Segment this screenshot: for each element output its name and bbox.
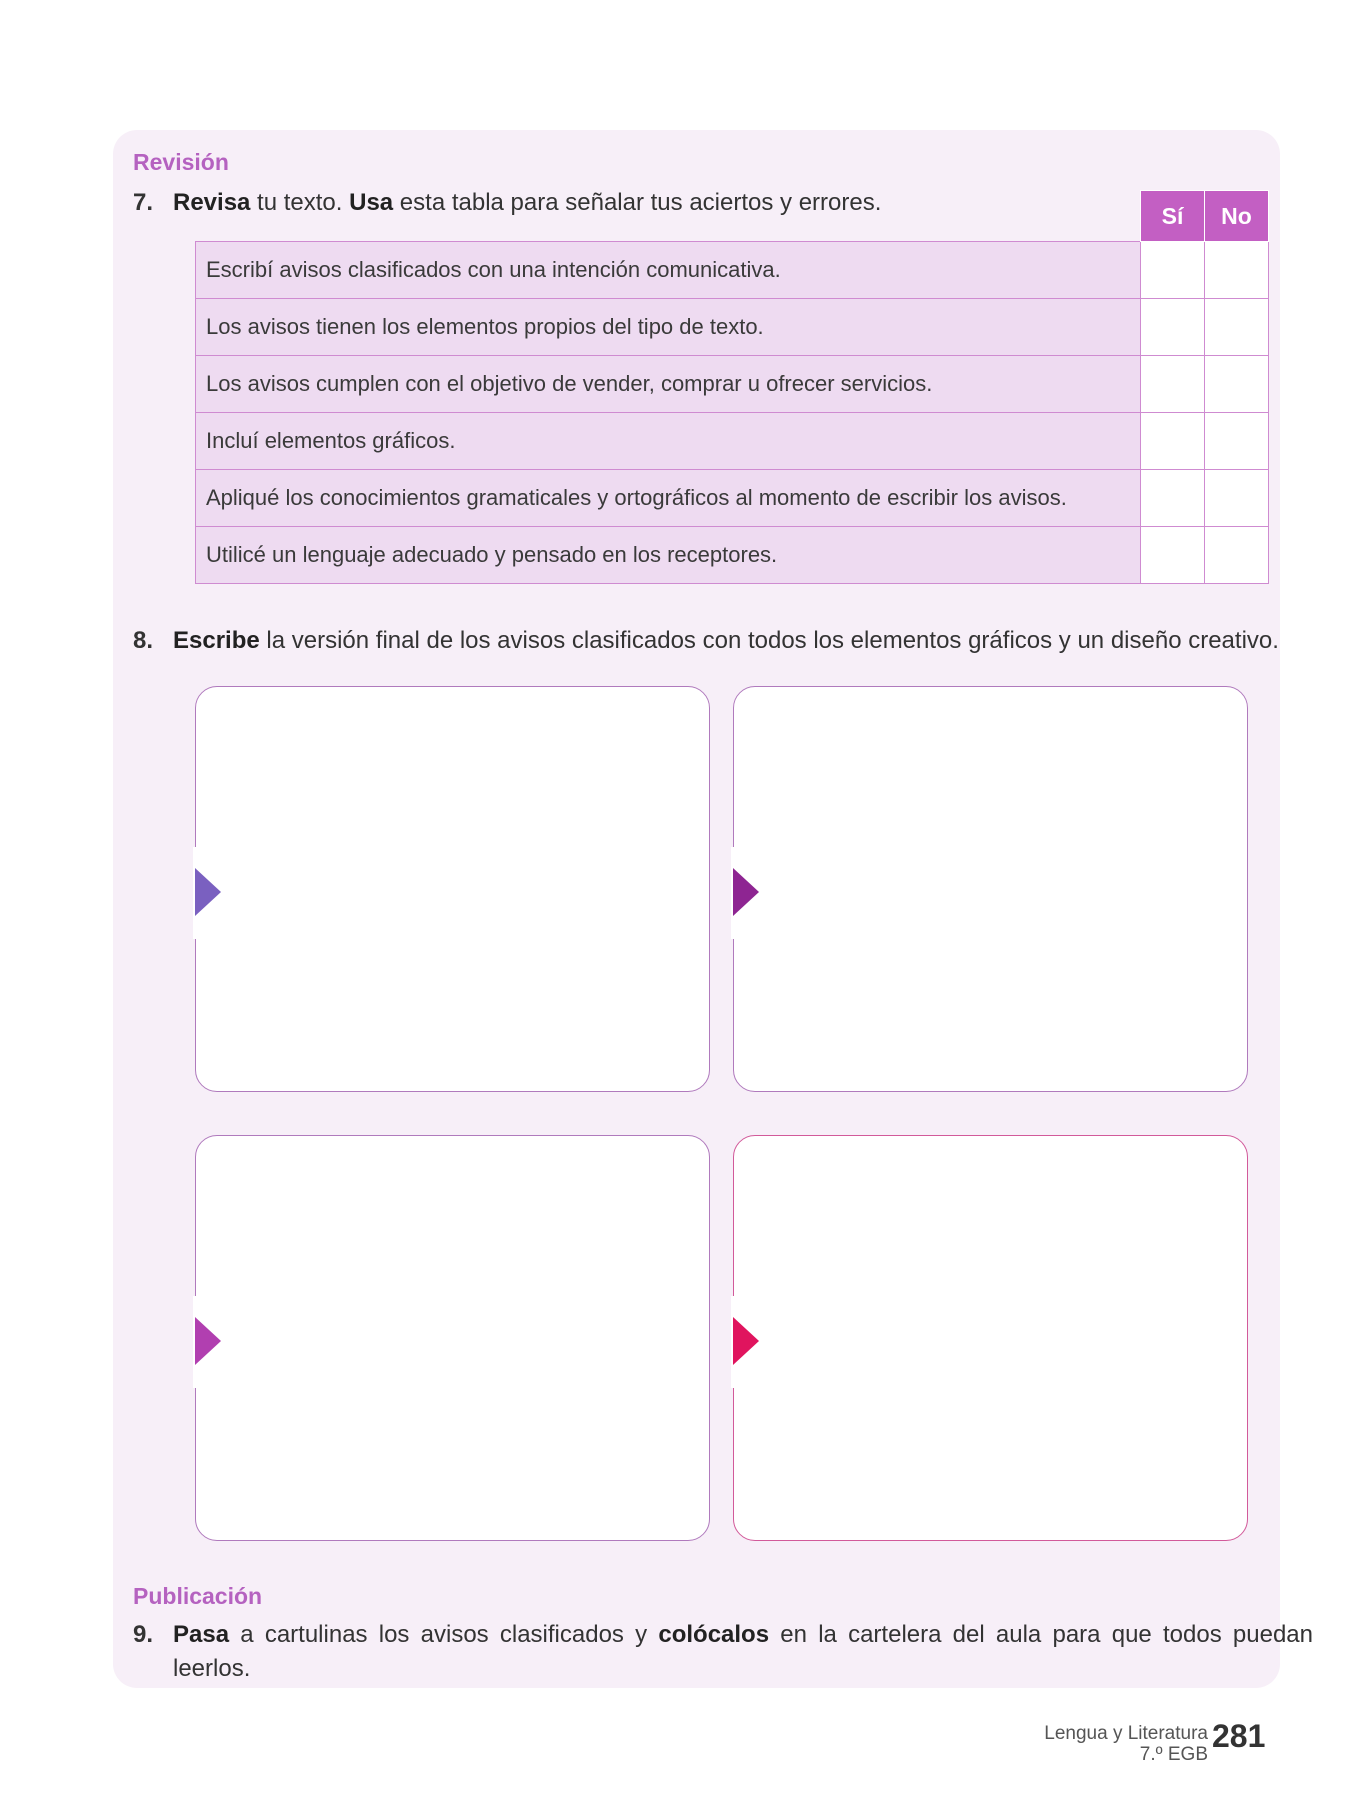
question-8-text: la versión final de los avisos clasificados con todos los elementos gráficos y un diseño creativo. <box>259 627 1279 654</box>
criterion-text: Utilicé un lenguaje adecuado y pensado en los receptores. <box>196 527 1141 584</box>
question-7-verb-2: Usa <box>349 189 394 216</box>
checkbox-yes[interactable] <box>1141 356 1205 413</box>
triangle-marker-icon <box>733 868 759 916</box>
question-8-verb: Escribe <box>173 627 260 654</box>
triangle-marker-icon <box>195 868 221 916</box>
question-8-number: 8. <box>133 627 154 654</box>
criterion-text: Escribí avisos clasificados con una intención comunicativa. <box>196 242 1141 299</box>
question-9-verb-2: colócalos <box>658 1621 770 1648</box>
checkbox-no[interactable] <box>1205 527 1269 584</box>
triangle-marker-icon <box>195 1317 221 1365</box>
table-row <box>196 356 1269 413</box>
table-row <box>196 242 1269 299</box>
criterion-text: Apliqué los conocimientos gramaticales y ortográficos al momento de escribir los avisos. <box>196 470 1141 527</box>
question-9-number: 9. <box>133 1621 154 1648</box>
checkbox-yes[interactable] <box>1141 470 1205 527</box>
checkbox-yes[interactable] <box>1141 242 1205 299</box>
checkbox-yes[interactable] <box>1141 299 1205 356</box>
writing-frame-3[interactable] <box>195 1135 710 1541</box>
table-row <box>196 299 1269 356</box>
review-checklist-table <box>195 190 1269 584</box>
criterion-text: Los avisos cumplen con el objetivo de vender, comprar u ofrecer servicios. <box>196 356 1141 413</box>
checkbox-no[interactable] <box>1205 299 1269 356</box>
table-row <box>196 470 1269 527</box>
writing-frame-2[interactable] <box>733 686 1248 1092</box>
checkbox-yes[interactable] <box>1141 413 1205 470</box>
footer-grade: 7.º EGB <box>1139 1744 1208 1765</box>
checkbox-no[interactable] <box>1205 242 1269 299</box>
section-title-publicacion: Publicación <box>133 1583 263 1609</box>
writing-frame-1[interactable] <box>195 686 710 1092</box>
question-7-number: 7. <box>133 189 154 216</box>
footer-subject: Lengua y Literatura <box>1044 1723 1208 1744</box>
section-title-revision: Revisión <box>133 149 229 175</box>
checkbox-no[interactable] <box>1205 413 1269 470</box>
page-number: 281 <box>1212 1718 1266 1754</box>
column-header-no: No <box>1205 191 1269 242</box>
question-8 <box>133 624 1283 658</box>
checkbox-yes[interactable] <box>1141 527 1205 584</box>
question-9-verb-1: Pasa <box>173 1621 230 1648</box>
question-9-text-1: a cartulinas los avisos clasificados y <box>229 1621 659 1648</box>
question-7-text-1: tu texto. <box>250 189 350 216</box>
triangle-marker-icon <box>733 1317 759 1365</box>
column-header-yes: Sí <box>1141 191 1205 242</box>
question-7-verb-1: Revisa <box>173 189 251 216</box>
criterion-text: Incluí elementos gráficos. <box>196 413 1141 470</box>
table-row <box>196 413 1269 470</box>
table-header-row <box>196 191 1269 242</box>
question-9 <box>133 1618 1313 1686</box>
question-9-text-2: en la cartelera del aula para que todos puedan leerlos. <box>173 1621 1313 1682</box>
writing-frame-4[interactable] <box>733 1135 1248 1541</box>
question-7-text-2: esta tabla para señalar tus aciertos y errores. <box>393 189 882 216</box>
table-row <box>196 527 1269 584</box>
checkbox-no[interactable] <box>1205 356 1269 413</box>
checkbox-no[interactable] <box>1205 470 1269 527</box>
criterion-text: Los avisos tienen los elementos propios del tipo de texto. <box>196 299 1141 356</box>
